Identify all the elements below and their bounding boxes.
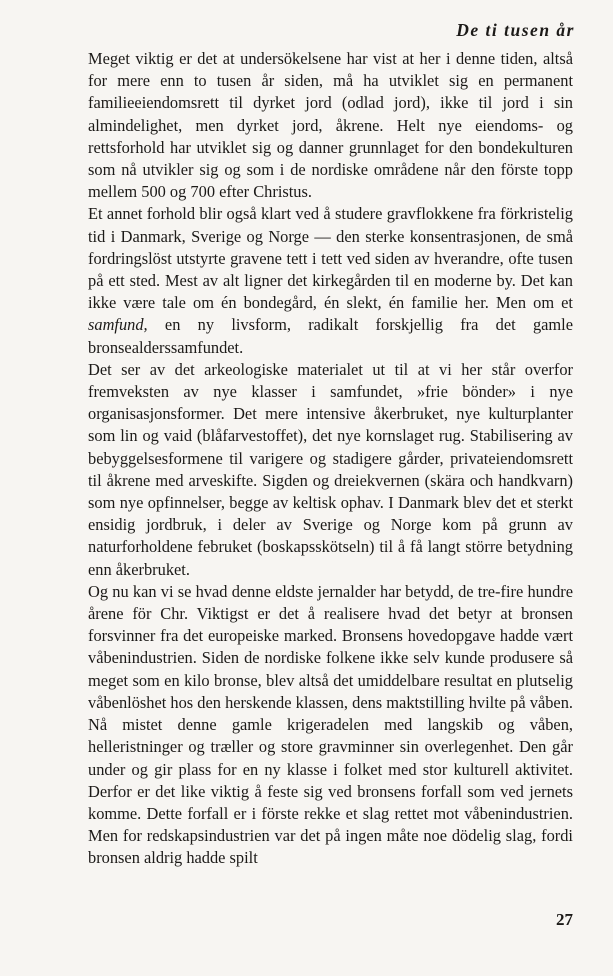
paragraph-2 <box>88 203 573 358</box>
paragraph-2-text-before: Et annet forhold blir også klart ved å studere gravflokkene fra förkristelig tid i Danmark, Sverige og Norge — den sterke konsentrasjonen, de små fordringslöst utstyrte gravene tett i tett ved siden av hverandre, ofte tusen på ett sted. Mest av alt ligner det kirkegården til en moderne by. Det kan ikke være tale om én bondegård, én slekt, én familie her. Men om et <box>88 204 573 313</box>
page-number: 27 <box>556 910 573 929</box>
paragraph-1: Meget viktig er det at undersökelsene har vist at her i denne tiden, altså for mere enn to tusen år siden, må ha utviklet sig en permanent familieeiendomsrett til dyrket jord (odlad jord), ikke til jord i sin almindelighet, men dyrket jord, åkrene. Helt nye eiendoms- og rettsforhold har utviklet sig og danner grunnlaget for den bondekulturen som nå utvikler sig og som i de nordiske områdene når den förste topp mellem 500 og 700 efter Christus. <box>88 49 573 202</box>
body-text <box>88 48 573 870</box>
emphasis-samfund: samfund, <box>88 315 148 335</box>
paragraph-4: Og nu kan vi se hvad denne eldste jernalder har betydd, de tre-fire hundre årene för Chr. Viktigst er det å realisere hvad det betyr at bronsen forsvinner fra det europeiske marked. Bronsens hovedopgave hadde vært våbenindustrien. Siden de nordiske folkene ikke selv kunde produsere så meget som en kilo bronse, blev altså det umiddelbare resultat en plutselig våbenlöshet hos den herskende klassen, dens maktstilling hvilte på våben. Nå mistet denne gamle krigeradelen med langskib og våben, helleristninger og træller og store gravminner sin overlegenhet. Den går under og gir plass for en ny klasse i folket med stor kulturell aktivitet. Derfor er det like viktig å feste sig ved bronsens forfall som ved jernets komme. Dette forfall er i förste rekke et slag rettet mot våbenindustrien. Men for redskapsindustrien var det på ingen måte noe dödelig slag, fordi bronsen aldrig hadde spilt <box>88 581 573 868</box>
running-head: De ti tusen år <box>456 20 575 40</box>
paragraph-2-text-after: en ny livsform, radikalt forskjellig fra det gamle bronsealderssamfundet. <box>88 315 573 357</box>
paragraph-3: Det ser av det arkeologiske materialet ut til at vi her står overfor fremveksten av nye klasser i samfundet, »frie bönder» i nye organisasjonsformer. Det mere intensive åkerbruket, nye kulturplanter som lin og vaid (blåfarvestoffet), det nye kornslaget rug. Stabilisering av bebyggelsesformene til varigere og stadigere gårder, privateiendomsrett til åkrene med arveskifte. Sigden og dreiekvernen (skära och handkvarn) som nye opfinnelser, begge av keltisk ophav. I Danmark blev det et sterkt ensidig jordbruk, i deler av Sverige og Norge kom på grunn av naturforholdene februket (boskapsskötseln) til å få langt större betydning enn åkerbruket. <box>88 359 573 579</box>
